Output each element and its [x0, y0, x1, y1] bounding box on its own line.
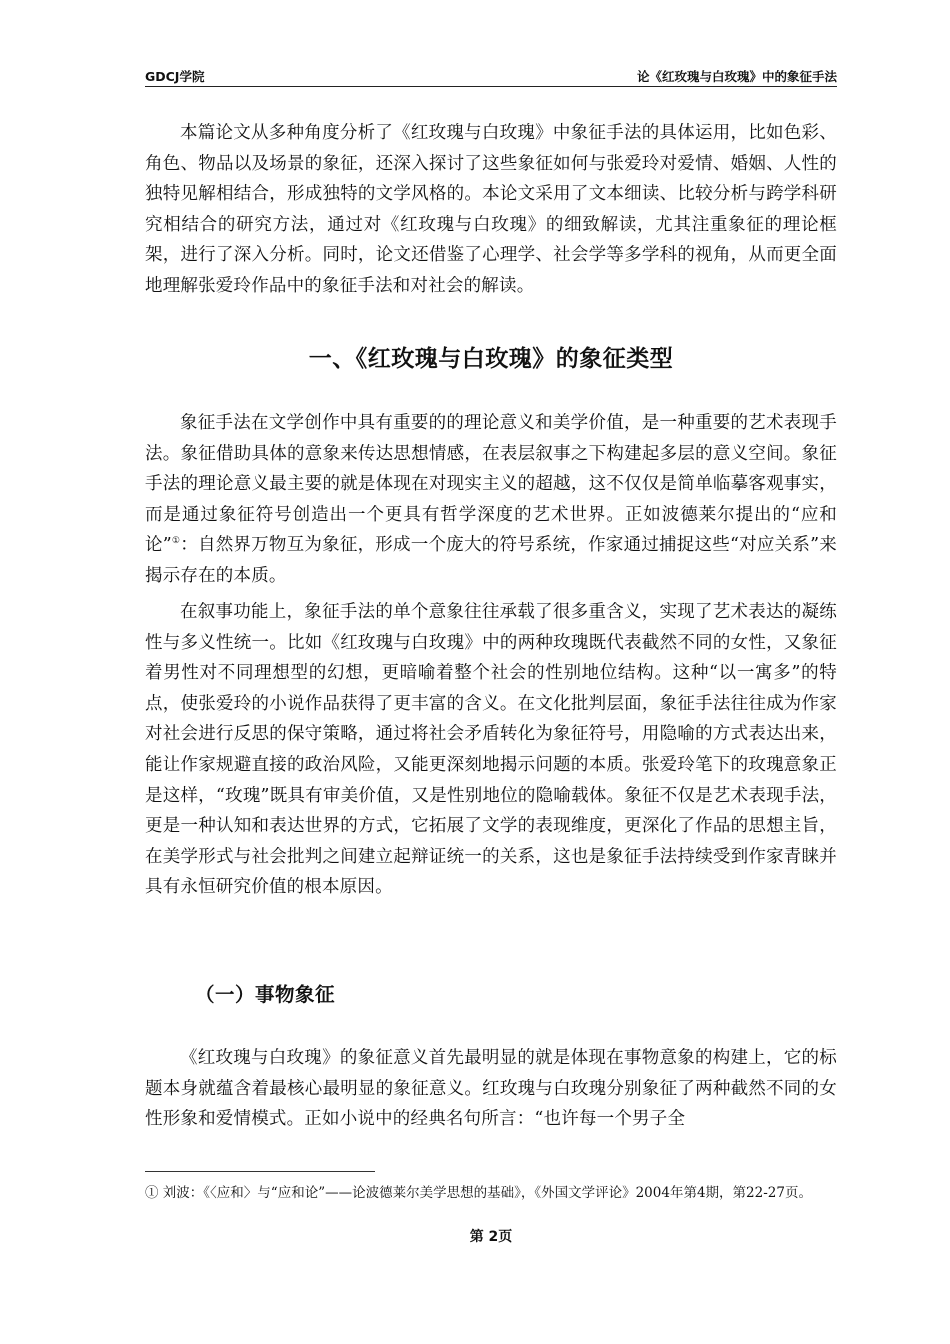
- intro-paragraph: 本篇论文从多种角度分析了《红玫瑰与白玫瑰》中象征手法的具体运用，比如色彩、角色、物品以及场景的象征，还深入探讨了这些象征如何与张爱玲对爱情、婚姻、人性的独特见解相结合，形成独特的文学风格的。本论文采用了文本细读、比较分析与跨学科研究相结合的研究方法，通过对《红玫瑰与白玫瑰》的细致解读，尤其注重象征的理论框架，进行了深入分析。同时，论文还借鉴了心理学、社会学等多学科的视角，从而更全面地理解张爱玲作品中的象征手法和对社会的解读。: [145, 123, 837, 296]
- paragraph-text-continued: ：自然界万物互为象征，形成一个庞大的符号系统，作家通过捕捉这些“对应关系”来揭示存在的本质。: [145, 535, 837, 586]
- header-paper-title: 论《红玫瑰与白玫瑰》中的象征手法: [636, 69, 837, 84]
- paragraph-text: 象征手法在文学创作中具有重要的的理论意义和美学价值，是一种重要的艺术表现手法。象征借助具体的意象来传达思想情感，在表层叙事之下构建起多层的意义空间。象征手法的理论意义最主要的就是体现在对现实主义的超越，这不仅仅是简单临摹客观事实，而是通过象征符号创造出一个更具有哲学深度的艺术世界。正如波德莱尔提出的“应和论”: [145, 413, 837, 556]
- footnote-reference[interactable]: ①: [171, 536, 181, 547]
- header-institution: GDCJ学院: [145, 69, 205, 84]
- footnote: ① 刘波：《〈应和〉与“应和论”——论波德莱尔美学思想的基础》，《外国文学评论》2004年第4期，第22-27页。: [145, 1185, 812, 1201]
- subsection-paragraph: 《红玫瑰与白玫瑰》的象征意义首先最明显的就是体现在事物意象的构建上，它的标题本身就蕴含着最核心最明显的象征意义。红玫瑰与白玫瑰分别象征了两种截然不同的女性形象和爱情模式。正如小说中的经典名句所言：“也许每一个男子全: [145, 1048, 837, 1130]
- section-paragraph-2: 在叙事功能上，象征手法的单个意象往往承载了很多重含义，实现了艺术表达的凝练性与多义性统一。比如《红玫瑰与白玫瑰》中的两种玫瑰既代表截然不同的女性，又象征着男性对不同理想型的幻想，更暗喻着整个社会的性别地位结构。这种“以一寓多”的特点，使张爱玲的小说作品获得了更丰富的含义。在文化批判层面，象征手法往往成为作家对社会进行反思的保守策略，通过将社会矛盾转化为象征符号，用隐喻的方式表达出来，能让作家规避直接的政治风险，又能更深刻地揭示问题的本质。张爱玲笔下的玫瑰意象正是这样，“玫瑰”既具有审美价值，又是性别地位的隐喻载体。象征不仅是艺术表现手法，更是一种认知和表达世界的方式，它拓展了文学的表现维度，更深化了作品的思想主旨，在美学形式与社会批判之间建立起辩证统一的关系，这也是象征手法持续受到作家青睐并具有永恒研究价值的根本原因。: [145, 602, 837, 898]
- page-number: 第 2页: [469, 1229, 513, 1245]
- footnote-divider: [145, 1171, 375, 1172]
- page-header: [145, 64, 837, 87]
- section-heading: 一、《红玫瑰与白玫瑰》的象征类型: [308, 346, 674, 372]
- section-paragraph-1: [145, 408, 837, 592]
- subsection-heading: （一）事物象征: [195, 983, 336, 1006]
